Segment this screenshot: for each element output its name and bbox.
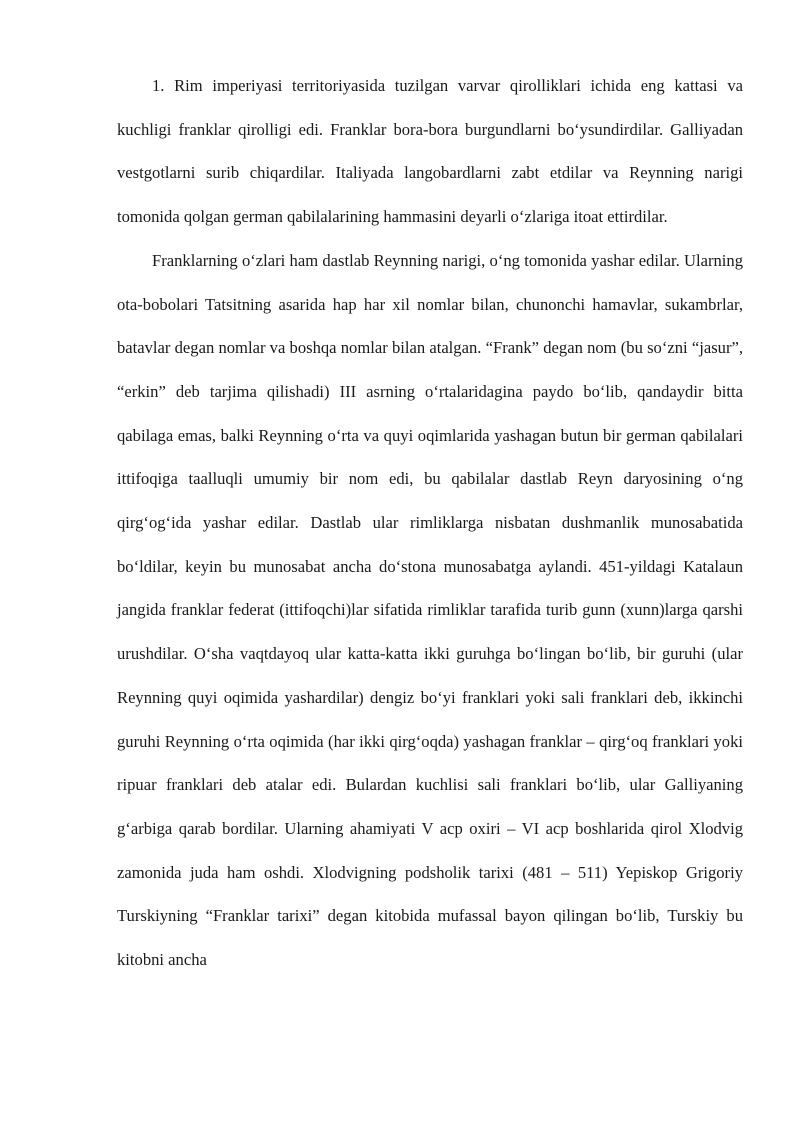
body-text [117, 64, 743, 982]
paragraph-2: Franklarning o‘zlari ham dastlab Reynning narigi, o‘ng tomonida yashar edilar. Ularning ota-bobolari Tatsitning asarida hap har xil nomlar bilan, chunonchi hamavlar, sukambrlar, batavlar degan nomlar va boshqa nomlar bilan atalgan. “Frank” degan nom (bu so‘zni “jasur”, “erkin” deb tarjima qilishadi) III asrning o‘rtalaridagina paydo bo‘lib, qandaydir bitta qabilaga emas, balki Reynning o‘rta va quyi oqimlarida yashagan butun bir german qabilalari ittifoqiga taalluqli umumiy bir nom edi, bu qabilalar dastlab Reyn daryosining o‘ng qirg‘og‘ida yashar edilar. Dastlab ular rimliklarga nisbatan dushmanlik munosabatida bo‘ldilar, keyin bu munosabat ancha do‘stona munosabatga aylandi. 451-yildagi Katalaun jangida franklar federat (ittifoqchi)lar sifatida rimliklar tarafida turib gunn (xunn)larga qarshi urushdilar. O‘sha vaqtdayoq ular katta-katta ikki guruhga bo‘lingan bo‘lib, bir guruhi (ular Reynning quyi oqimida yashardilar) dengiz bo‘yi franklari yoki sali franklari deb, ikkinchi guruhi Reynning o‘rta oqimida (har ikki qirg‘oqda) yashagan franklar – qirg‘oq franklari yoki ripuar franklari deb atalar edi. Bulardan kuchlisi sali franklari bo‘lib, ular Galliyaning g‘arbiga qarab bordilar. Ularning ahamiyati V acp oxiri – VI acp boshlarida qirol Xlodvig zamonida juda ham oshdi. Xlodvigning podsholik tarixi (481 – 511) Yepiskop Grigoriy Turskiyning “Franklar tarixi” degan kitobida mufassal bayon qilingan bo‘lib, Turskiy bu kitobni ancha [117, 250, 743, 970]
paragraph-1: 1. Rim imperiyasi territoriyasida tuzilgan varvar qirolliklari ichida eng kattasi va kuchligi franklar qirolligi edi. Franklar bora-bora burgundlarni bo‘ysundirdilar. Galliyadan vestgotlarni surib chiqardilar. Italiyada langobardlarni zabt etdilar va Reynning narigi tomonida qolgan german qabilalarining hammasini deyarli o‘zlariga itoat ettirdilar. [117, 76, 743, 227]
